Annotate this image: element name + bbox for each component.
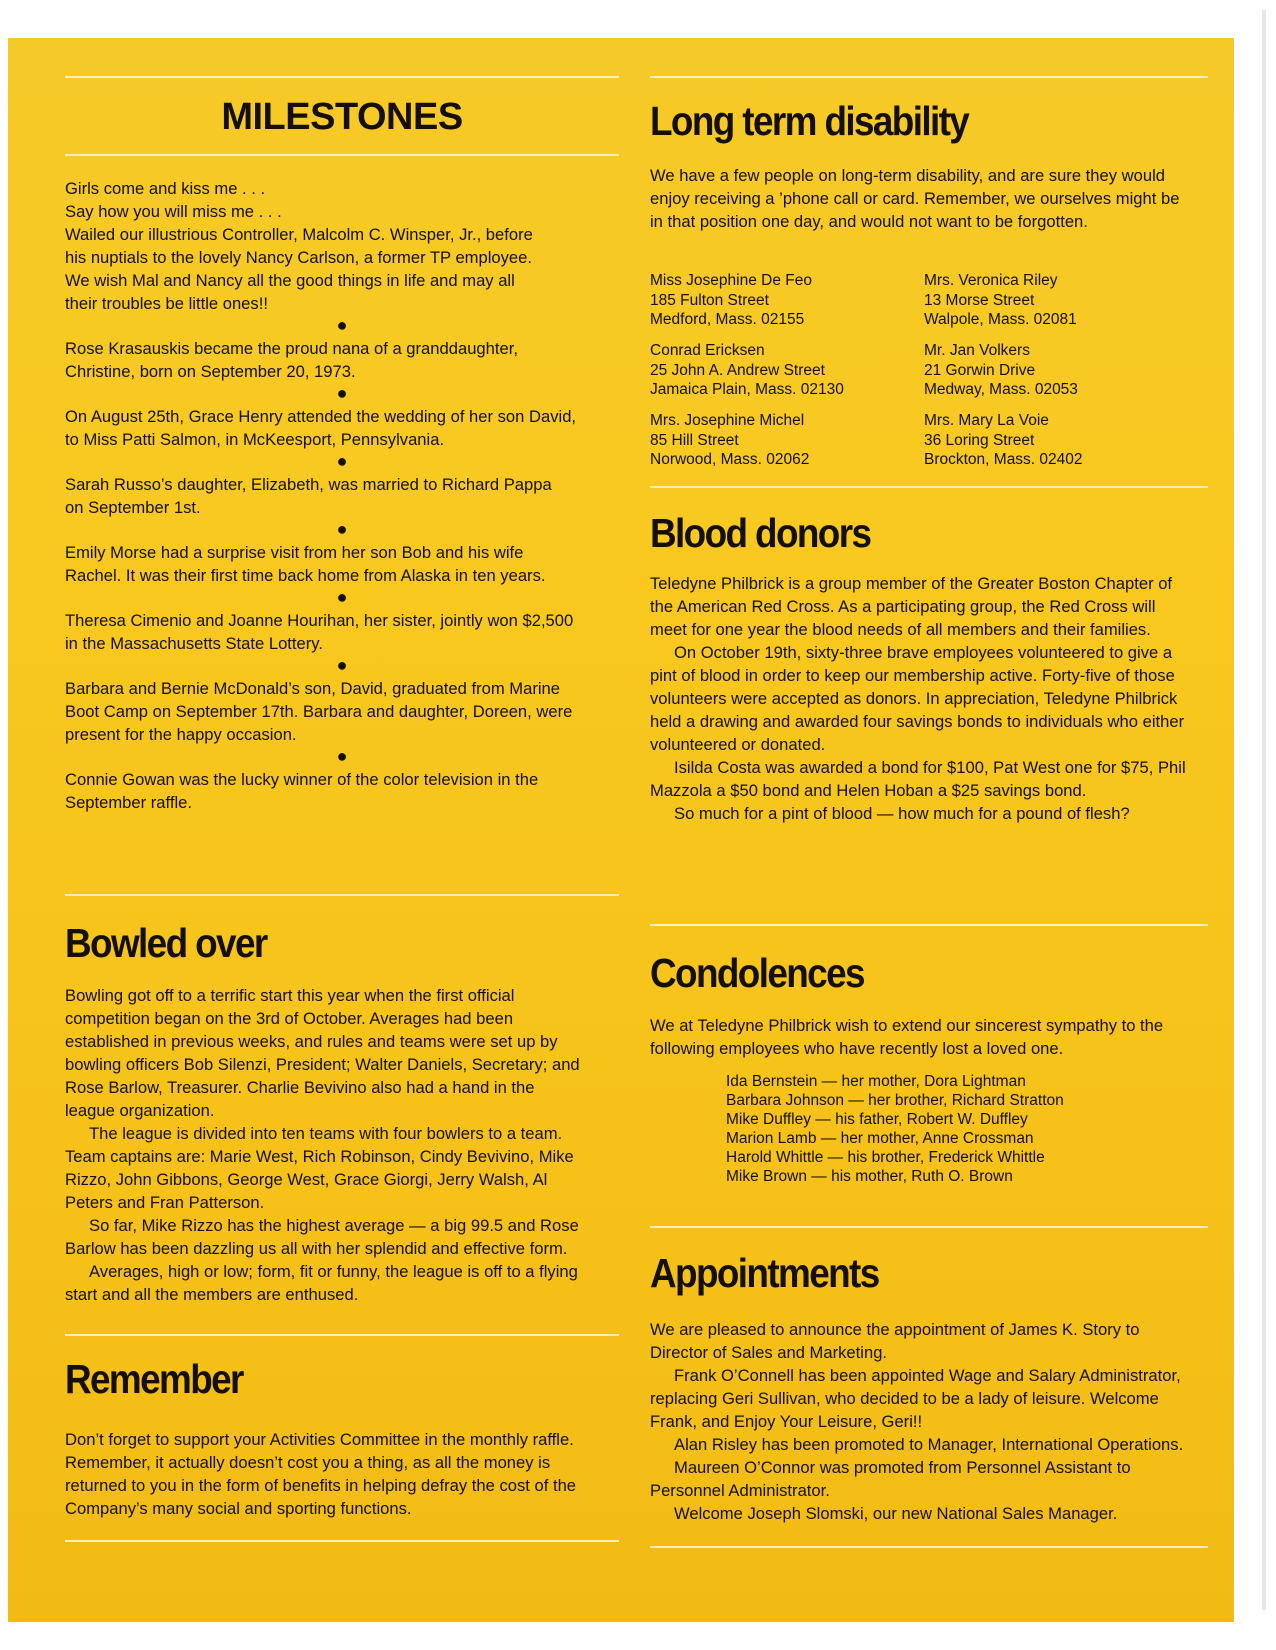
condolences-list — [726, 1072, 1064, 1186]
address-city: Jamaica Plain, Mass. 02130 — [650, 381, 844, 398]
bowled-over-heading: Bowled over — [65, 920, 267, 966]
address-street: 25 John A. Andrew Street — [650, 361, 825, 379]
page-edge — [1262, 10, 1266, 1610]
address-card — [924, 271, 1077, 330]
address-name: Mrs. Mary La Voie — [924, 412, 1049, 429]
remember-heading: Remember — [65, 1356, 243, 1402]
address-card — [924, 411, 1083, 470]
appointments-paragraph: Alan Risley has been promoted to Manager, International Operations. — [674, 1435, 1184, 1454]
bowled-over-paragraph: Averages, high or low; form, fit or funny, the league is off to a flying start and all the members are enthused. — [65, 1262, 578, 1304]
divider — [65, 76, 619, 78]
address-name: Miss Josephine De Feo — [650, 272, 812, 289]
long-term-disability-heading: Long term disability — [650, 98, 969, 144]
address-street: 36 Loring Street — [924, 431, 1035, 449]
milestones-intro-line: We wish Mal and Nancy all the good things in life and may all their troubles be little ones!! — [65, 271, 515, 313]
milestone-item: Connie Gowan was the lucky winner of the color television in the September raffle. — [65, 770, 539, 812]
condolence-entry: Mike Duffley — his father, Robert W. Duffley — [726, 1111, 1028, 1128]
condolences-intro: We at Teledyne Philbrick wish to extend our sincerest sympathy to the following employees who have recently lost a loved one. — [650, 1016, 1164, 1058]
address-street: 13 Morse Street — [924, 291, 1035, 309]
divider — [650, 76, 1208, 78]
bullet-separator: ● — [336, 519, 348, 539]
milestone-item: Sarah Russo’s daughter, Elizabeth, was married to Richard Pappa on September 1st. — [65, 475, 552, 517]
address-card — [650, 411, 809, 470]
blood-donors-heading: Blood donors — [650, 510, 871, 556]
address-name: Mrs. Josephine Michel — [650, 412, 805, 429]
bowled-over-paragraph: So far, Mike Rizzo has the highest average — a big 99.5 and Rose Barlow has been dazzling us all with her splendid and effective form. — [65, 1216, 579, 1258]
divider — [65, 1540, 619, 1542]
address-card — [650, 271, 812, 330]
condolence-entry: Mike Brown — his mother, Ruth O. Brown — [726, 1168, 1013, 1185]
milestones-heading: MILESTONES — [221, 96, 463, 138]
bowled-over-body — [65, 984, 585, 1306]
condolence-entry: Harold Whittle — his brother, Frederick Whittle — [726, 1149, 1045, 1166]
address-street: 85 Hill Street — [650, 431, 739, 449]
milestone-item: Barbara and Bernie McDonald’s son, David, graduated from Marine Boot Camp on September 17th. Barbara and daughter, Doreen, were present for the happy occasion. — [65, 679, 573, 744]
milestones-intro-line: Say how you will miss me . . . — [65, 202, 282, 221]
address-card — [924, 341, 1078, 400]
address-city: Brockton, Mass. 02402 — [924, 451, 1083, 468]
blood-donors-body — [650, 572, 1195, 825]
address-street: 185 Fulton Street — [650, 291, 769, 309]
blood-donors-paragraph: Teledyne Philbrick is a group member of the Greater Boston Chapter of the American Red Cross. As a participating group, the Red Cross will meet for one year the blood needs of all members and their families. — [650, 574, 1173, 639]
milestone-item: Rose Krasauskis became the proud nana of a granddaughter, Christine, born on September 20, 1973. — [65, 339, 518, 381]
bullet-separator: ● — [336, 746, 348, 766]
bullet-separator: ● — [336, 451, 348, 471]
remember-body: Don’t forget to support your Activities Committee in the monthly raffle. Remember, it actually doesn’t cost you a thing, as all the money is returned to you in the form of benefits in helping defray the cost of the Company’s many social and sporting functions. — [65, 1430, 577, 1518]
divider — [65, 154, 619, 156]
milestone-item: On August 25th, Grace Henry attended the wedding of her son David, to Miss Patti Salmon, in McKeesport, Pennsylvania. — [65, 407, 577, 449]
newsletter-page — [8, 38, 1234, 1622]
appointments-paragraph: Maureen O’Connor was promoted from Personnel Assistant to Personnel Administrator. — [650, 1458, 1131, 1500]
milestones-intro-line: Wailed our illustrious Controller, Malcolm C. Winsper, Jr., before his nuptials to the lovely Nancy Carlson, a former TP employee. — [65, 225, 533, 267]
bullet-separator: ● — [336, 655, 348, 675]
address-name: Conrad Ericksen — [650, 342, 765, 359]
divider — [650, 924, 1208, 926]
bowled-over-paragraph: The league is divided into ten teams with four bowlers to a team. Team captains are: Marie West, Rich Robinson, Cindy Bevivino, Mike Rizzo, John Gibbons, George West, Grace Giorgi, Jerry Walsh, Al Peters and Fran Patterson. — [65, 1124, 574, 1212]
address-city: Medway, Mass. 02053 — [924, 381, 1078, 398]
appointments-heading: Appointments — [650, 1250, 879, 1296]
blood-donors-paragraph: So much for a pint of blood — how much for a pound of flesh? — [674, 804, 1130, 823]
address-name: Mrs. Veronica Riley — [924, 272, 1058, 289]
divider — [65, 894, 619, 896]
milestone-item: Theresa Cimenio and Joanne Hourihan, her sister, jointly won $2,500 in the Massachusetts State Lottery. — [65, 611, 574, 653]
address-city: Walpole, Mass. 02081 — [924, 311, 1077, 328]
divider — [650, 486, 1208, 488]
address-card — [650, 341, 844, 400]
bullet-separator: ● — [336, 587, 348, 607]
milestone-item: Emily Morse had a surprise visit from her son Bob and his wife Rachel. It was their first time back home from Alaska in ten years. — [65, 543, 546, 585]
bowled-over-paragraph: Bowling got off to a terrific start this year when the first official competition began on the 3rd of October. Averages had been established in previous weeks, and rules and teams were set up by bowling officers Bob Silenzi, President; Walter Daniels, Secretary; and Rose Barlow, Treasurer. Charlie Bevivino also had a hand in the league organization. — [65, 986, 580, 1120]
condolence-entry: Barbara Johnson — her brother, Richard Stratton — [726, 1092, 1064, 1109]
address-city: Norwood, Mass. 02062 — [650, 451, 810, 468]
bullet-separator: ● — [336, 383, 348, 403]
address-city: Medford, Mass. 02155 — [650, 311, 805, 328]
condolence-entry: Marion Lamb — her mother, Anne Crossman — [726, 1130, 1034, 1147]
divider — [650, 1226, 1208, 1228]
address-street: 21 Gorwin Drive — [924, 361, 1036, 379]
divider — [650, 1546, 1208, 1548]
condolences-heading: Condolences — [650, 950, 864, 996]
bullet-separator: ● — [336, 315, 348, 335]
milestones-intro-line: Girls come and kiss me . . . — [65, 179, 266, 198]
blood-donors-paragraph: Isilda Costa was awarded a bond for $100, Pat West one for $75, Phil Mazzola a $50 bond and Helen Hoban a $25 savings bond. — [650, 758, 1186, 800]
address-name: Mr. Jan Volkers — [924, 342, 1030, 359]
blood-donors-paragraph: On October 19th, sixty-three brave employees volunteered to give a pint of blood in order to keep our membership active. Forty-five of those volunteers were accepted as donors. In appreciation, Teledyne Philbrick held a drawing and awarded four savings bonds to individuals who either volunteered or donated. — [650, 643, 1185, 754]
appointments-body — [650, 1318, 1198, 1525]
divider — [65, 1334, 619, 1336]
condolence-entry: Ida Bernstein — her mother, Dora Lightman — [726, 1073, 1026, 1090]
appointments-paragraph: Welcome Joseph Slomski, our new National Sales Manager. — [674, 1504, 1118, 1523]
appointments-paragraph: Frank O’Connell has been appointed Wage and Salary Administrator, replacing Geri Sullivan, who decided to be a lady of leisure. Welcome Frank, and Enjoy Your Leisure, Geri!! — [650, 1366, 1181, 1431]
appointments-paragraph: We are pleased to announce the appointment of James K. Story to Director of Sales and Marketing. — [650, 1320, 1140, 1362]
milestones-body — [65, 177, 619, 814]
long-term-disability-intro: We have a few people on long-term disability, and are sure they would enjoy receiving a ’phone call or card. Remember, we ourselves might be in that position one day, and would not want to be forgotten. — [650, 166, 1180, 231]
